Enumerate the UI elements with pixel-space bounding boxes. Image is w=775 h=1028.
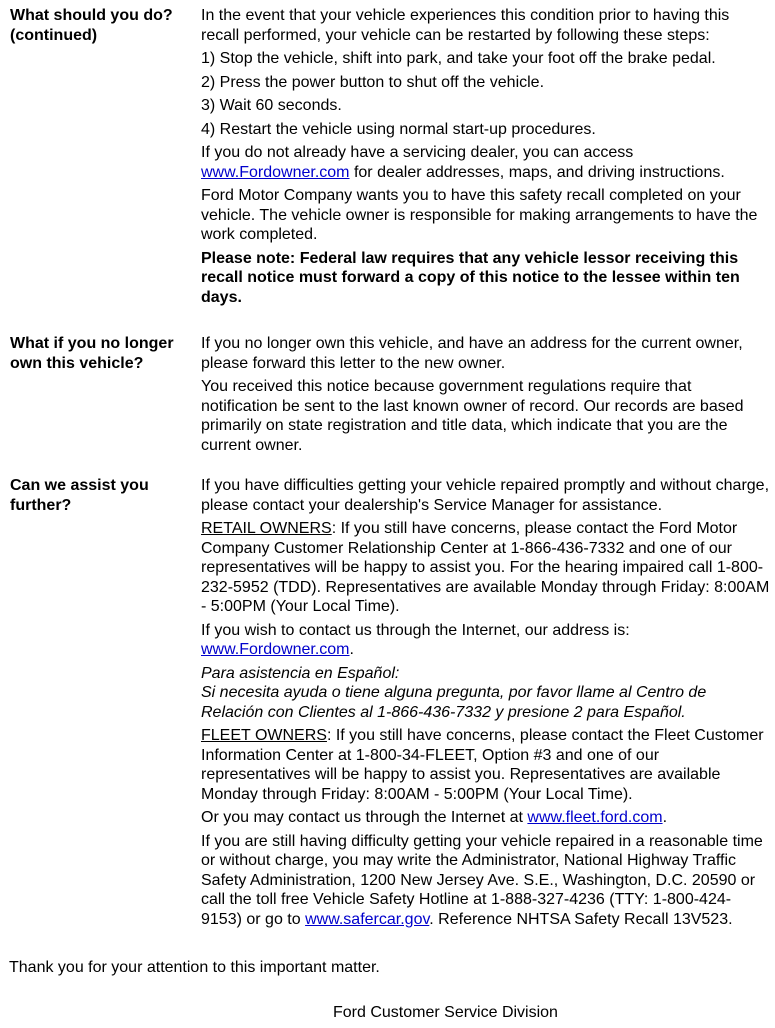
dealer-text-post: for dealer addresses, maps, and driving instructions. bbox=[349, 163, 725, 181]
nhtsa-text-post: . Reference NHTSA Safety Recall 13V523. bbox=[429, 910, 733, 928]
internet-paragraph bbox=[201, 621, 771, 660]
fleet-owners-label: FLEET OWNERS bbox=[201, 727, 327, 744]
heading-line: further? bbox=[10, 497, 72, 514]
signoff-line: Ford Customer Service Division bbox=[333, 1004, 558, 1021]
fleet-owners-text: : If you still have concerns, please contact the Fleet Customer Information Center at 1-800-34-FLEET, Option #3 and one of our representatives will be happy to assist you. Representatives are available Monday through Friday: 8:00AM - 5:00PM (Your Local Time). bbox=[201, 727, 764, 803]
heading-line: (continued) bbox=[10, 27, 98, 44]
dealer-paragraph bbox=[201, 143, 771, 182]
intro-paragraph: In the event that your vehicle experiences this condition prior to having this recall performed, your vehicle can be restarted by following these steps: bbox=[201, 7, 730, 44]
fleet-internet-pre: Or you may contact us through the Internet at bbox=[201, 809, 528, 826]
section-heading bbox=[10, 476, 195, 516]
safercar-link[interactable]: www.safercar.gov bbox=[305, 910, 430, 928]
forward-letter-paragraph: If you no longer own this vehicle, and have an address for the current owner, please forward this letter to the new owner. bbox=[201, 335, 743, 372]
section-heading bbox=[10, 6, 195, 46]
please-note-paragraph: Please note: Federal law requires that any vehicle lessor receiving this recall notice must forward a copy of this notice to the lessee within ten days. bbox=[201, 249, 740, 306]
spanish-text: Si necesita ayuda o tiene alguna pregunta, por favor llame al Centro de Relación con Clientes al 1-866-436-7332 y presione 2 para Español. bbox=[201, 684, 707, 721]
step-4: 4) Restart the vehicle using normal start-up procedures. bbox=[201, 120, 596, 138]
retail-owners-paragraph bbox=[201, 519, 771, 617]
fleet-internet-post: . bbox=[662, 809, 668, 826]
fordowner-link[interactable]: www.Fordowner.com bbox=[201, 641, 350, 658]
nhtsa-paragraph bbox=[201, 832, 771, 930]
difficulties-paragraph: If you have difficulties getting your vehicle repaired promptly and without charge, please contact your dealership's Service Manager for assistance. bbox=[201, 477, 770, 514]
section-body bbox=[201, 6, 771, 307]
step-1: 1) Stop the vehicle, shift into park, and take your foot off the brake pedal. bbox=[201, 50, 716, 67]
fleet-internet-paragraph bbox=[201, 808, 771, 828]
internet-text-pre: If you wish to contact us through the Internet, our address is: bbox=[201, 621, 630, 639]
fleet-owners-paragraph bbox=[201, 726, 771, 804]
spanish-heading: Para asistencia en Español: bbox=[201, 664, 400, 682]
step-2: 2) Press the power button to shut off the vehicle. bbox=[201, 73, 545, 91]
internet-text-post: . bbox=[349, 641, 354, 658]
nhtsa-text-pre: If you are still having difficulty getting your vehicle repaired in a reasonable time or without charge, you may write the Administrator, National Highway Traffic Safety Administration, 1200 New Jersey Ave. S.E., Washington, D.C. 20590 or call the toll free Vehicle Safety Hotline at 1-888-327-4236 (TTY: 1-800-424-9153) or go to bbox=[201, 832, 763, 928]
fordowner-link[interactable]: www.Fordowner.com bbox=[201, 163, 350, 181]
heading-line: own this vehicle? bbox=[10, 355, 144, 372]
section-body bbox=[201, 334, 771, 455]
retail-owners-text: : If you still have concerns, please contact the Ford Motor Company Customer Relationship Center at 1-866-436-7332 and one of our representatives will be happy to assist you. For the hearing impaired call 1-800-232-5952 (TDD). Representatives are available Monday through Friday: 8:00AM - 5:00PM (Your Local Time). bbox=[201, 520, 770, 615]
thank-you-line: Thank you for your attention to this important matter. bbox=[9, 959, 380, 976]
dealer-text-pre: If you do not already have a servicing dealer, you can access bbox=[201, 144, 634, 161]
notice-reason-paragraph: You received this notice because government regulations require that notification be sent to the last known owner of record. Our records are based primarily on state registration and title data, which indicate that you are the current owner. bbox=[201, 378, 744, 454]
section-heading bbox=[10, 334, 195, 374]
ford-wants-paragraph: Ford Motor Company wants you to have this safety recall completed on your vehicle. The vehicle owner is responsible for making arrangements to have the work completed. bbox=[201, 187, 758, 243]
step-3: 3) Wait 60 seconds. bbox=[201, 97, 342, 114]
retail-owners-label: RETAIL OWNERS bbox=[201, 520, 332, 537]
heading-line: What if you no longer bbox=[10, 335, 174, 352]
heading-line: What should you do? bbox=[10, 7, 173, 24]
heading-line: Can we assist you bbox=[10, 477, 149, 494]
section-body bbox=[201, 476, 771, 929]
fleet-ford-link[interactable]: www.fleet.ford.com bbox=[527, 809, 663, 826]
spanish-paragraph bbox=[201, 664, 771, 723]
